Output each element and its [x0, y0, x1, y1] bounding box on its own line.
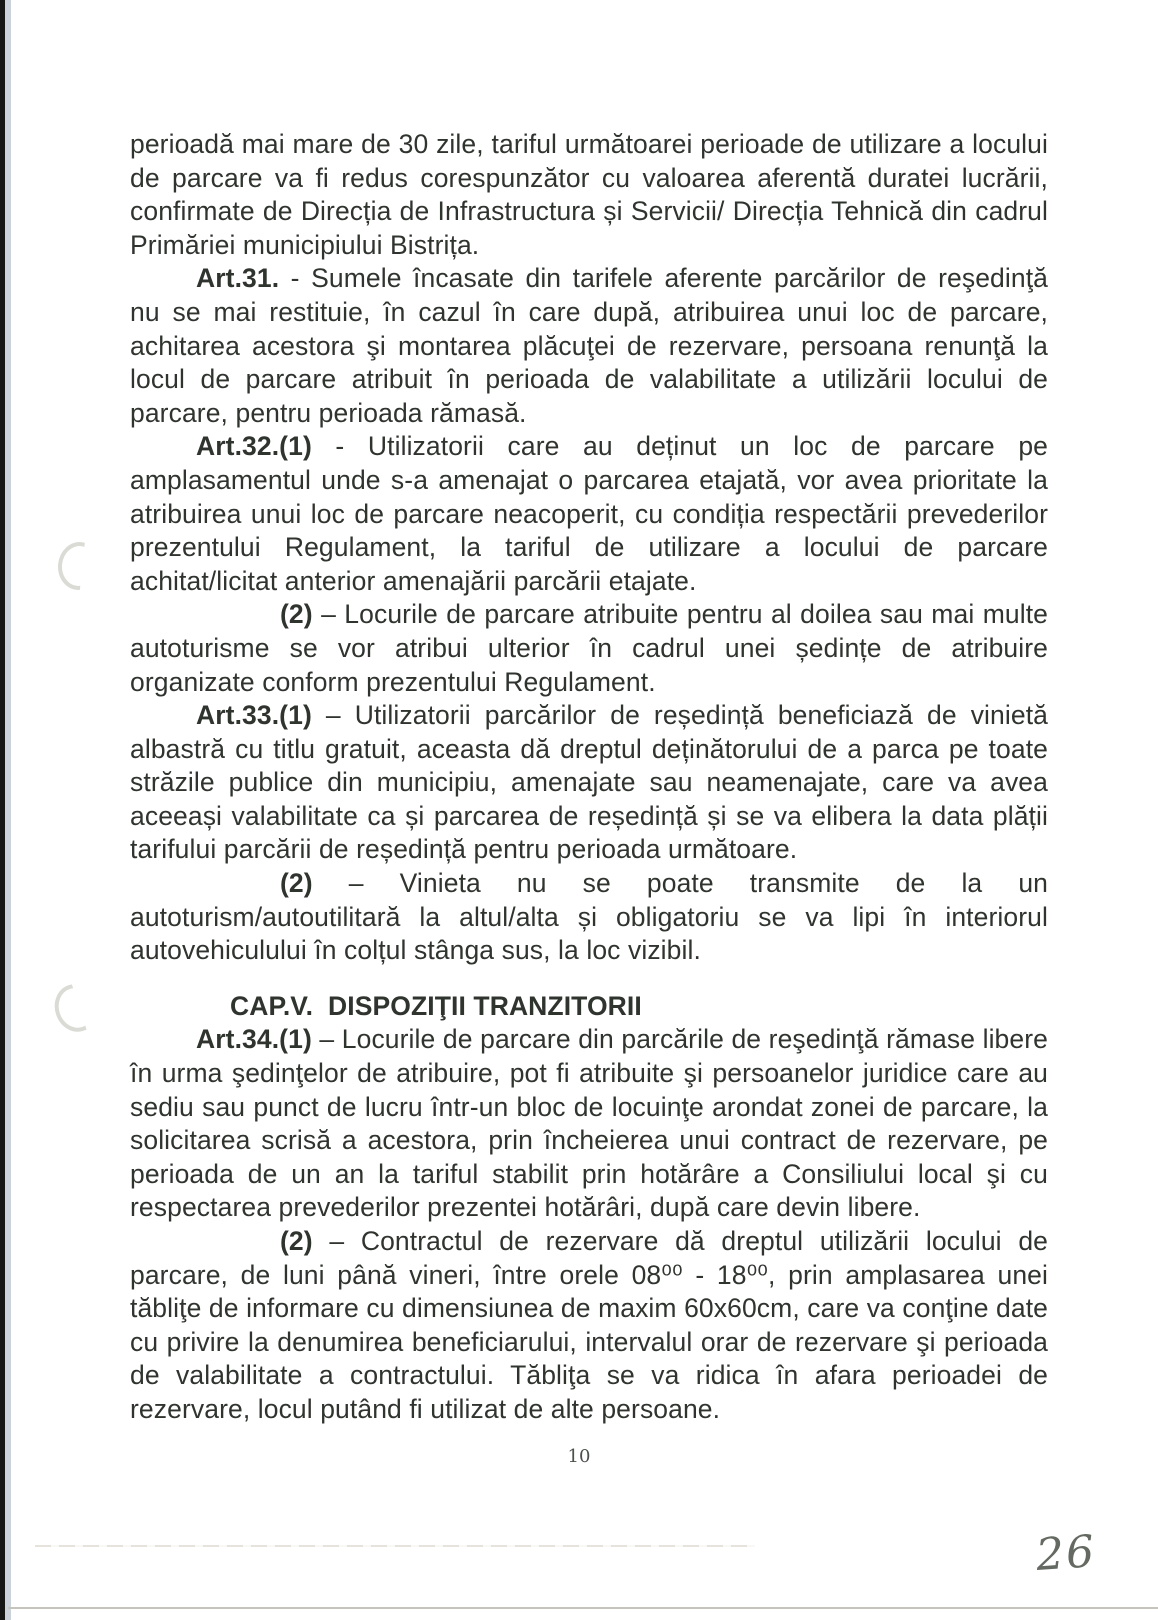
article-number: Art.34.(1) [196, 1024, 312, 1055]
paragraph [130, 1225, 1048, 1427]
article-number: Art.32.(1) [196, 431, 312, 462]
paragraph-text: – Contractul de rezervare dă dreptul utilizării locului de parcare, de luni până vineri, între orele 08⁰⁰ - 18⁰⁰, prin amplasarea unei tăbliţe de informare cu dimensiunea de maxim 60x60cm, care va conţine date cu privire la denumirea beneficiarului, intervalul orar de rezervare şi perioada de valabilitate a contractului. Tăbliţa se va ridica în afara perioadei de rezervare, locul putând fi utilizat de alte persoane. [130, 1226, 1048, 1424]
chapter-heading-text: CAP.V. DISPOZIŢII TRANZITORII [230, 990, 642, 1021]
article-number: (2) [280, 599, 313, 630]
paragraph-text: - Utilizatorii care au deținut un loc de parcare pe amplasamentul unde s-a amenajat o parcarea etajată, vor avea prioritate la atribuirea unui loc de parcare neacoperit, cu condiția respectării prevederilor prezentului Regulament, la tariful de utilizare a locului de parcare achitat/licitat anterior amenajării parcării etajate. [130, 431, 1048, 596]
page-number: 10 [567, 1446, 591, 1467]
punch-hole-shadow [49, 979, 104, 1038]
scan-crease-line [35, 1545, 755, 1547]
paragraph [130, 867, 1048, 968]
paragraph [130, 1023, 1048, 1225]
paragraph [130, 262, 1048, 430]
article-number: Art.31. [196, 263, 280, 294]
paragraph [130, 699, 1048, 867]
paragraph [130, 430, 1048, 598]
paragraph-text: - Sumele încasate din tarifele aferente parcărilor de reşedinţă nu se mai restituie, în cazul în care după, atribuirea unui loc de parcare, achitarea acestora şi montarea plăcuţei de rezervare, persoana renunţă la locul de parcare atribuit în perioada de valabilitate a utilizării locului de parcare, pentru perioada rămasă. [130, 263, 1048, 428]
article-number: Art.33.(1) [196, 700, 312, 731]
chapter-heading [130, 990, 1048, 1024]
paragraph-text: – Vinieta nu se poate transmite de la un autoturism/autoutilitară la altul/alta și obligatoriu se va lipi în interiorul autovehiculului în colțul stânga sus, la loc vizibil. [130, 868, 1048, 966]
paragraph-text: perioadă mai mare de 30 zile, tariful următoarei perioade de utilizare a locului de parcare va fi redus corespunzător cu valoarea aferentă duratei lucrării, confirmate de Direcția de Infrastructura și Servicii/ Direcția Tehnică din cadrul Primăriei municipiului Bistrița. [130, 129, 1048, 260]
article-number: (2) [280, 868, 313, 899]
paragraph [130, 128, 1048, 262]
scan-left-edge-highlight [5, 0, 11, 1620]
handwritten-page-annotation: 26 [1034, 1525, 1098, 1582]
document-body [130, 128, 1048, 1427]
paragraph-text: – Locurile de parcare atribuite pentru al doilea sau mai multe autoturisme se vor atribui ulterior în cadrul unei ședințe de atribuire organizate conform prezentului Regulament. [130, 599, 1048, 697]
scan-bottom-edge-line [8, 1607, 1158, 1609]
paragraph [130, 598, 1048, 699]
paragraph-text: – Utilizatorii parcărilor de reședință beneficiază de vinietă albastră cu titlu gratuit, aceasta dă dreptul deținătorului de a parca pe toate străzile publice din municipiu, amenajate sau neamenajate, care va avea aceeași valabilitate ca și parcarea de reședință și se va elibera la data plății tarifului parcării de reședință pentru perioada următoare. [130, 700, 1048, 865]
punch-hole-shadow [56, 540, 103, 592]
paragraph-text: – Locurile de parcare din parcările de reşedinţă rămase libere în urma şedinţelor de atribuire, pot fi atribuite şi persoanelor juridice care au sediu sau punct de lucru într-un bloc de locuinţe arondat zonei de parcare, la solicitarea scrisă a acestora, prin încheierea unui contract de rezervare, pe perioada de un an la tariful stabilit prin hotărâre a Consiliului local şi cu respectarea prevederilor prezentei hotărâri, după care devin libere. [130, 1024, 1048, 1223]
article-number: (2) [280, 1226, 313, 1256]
